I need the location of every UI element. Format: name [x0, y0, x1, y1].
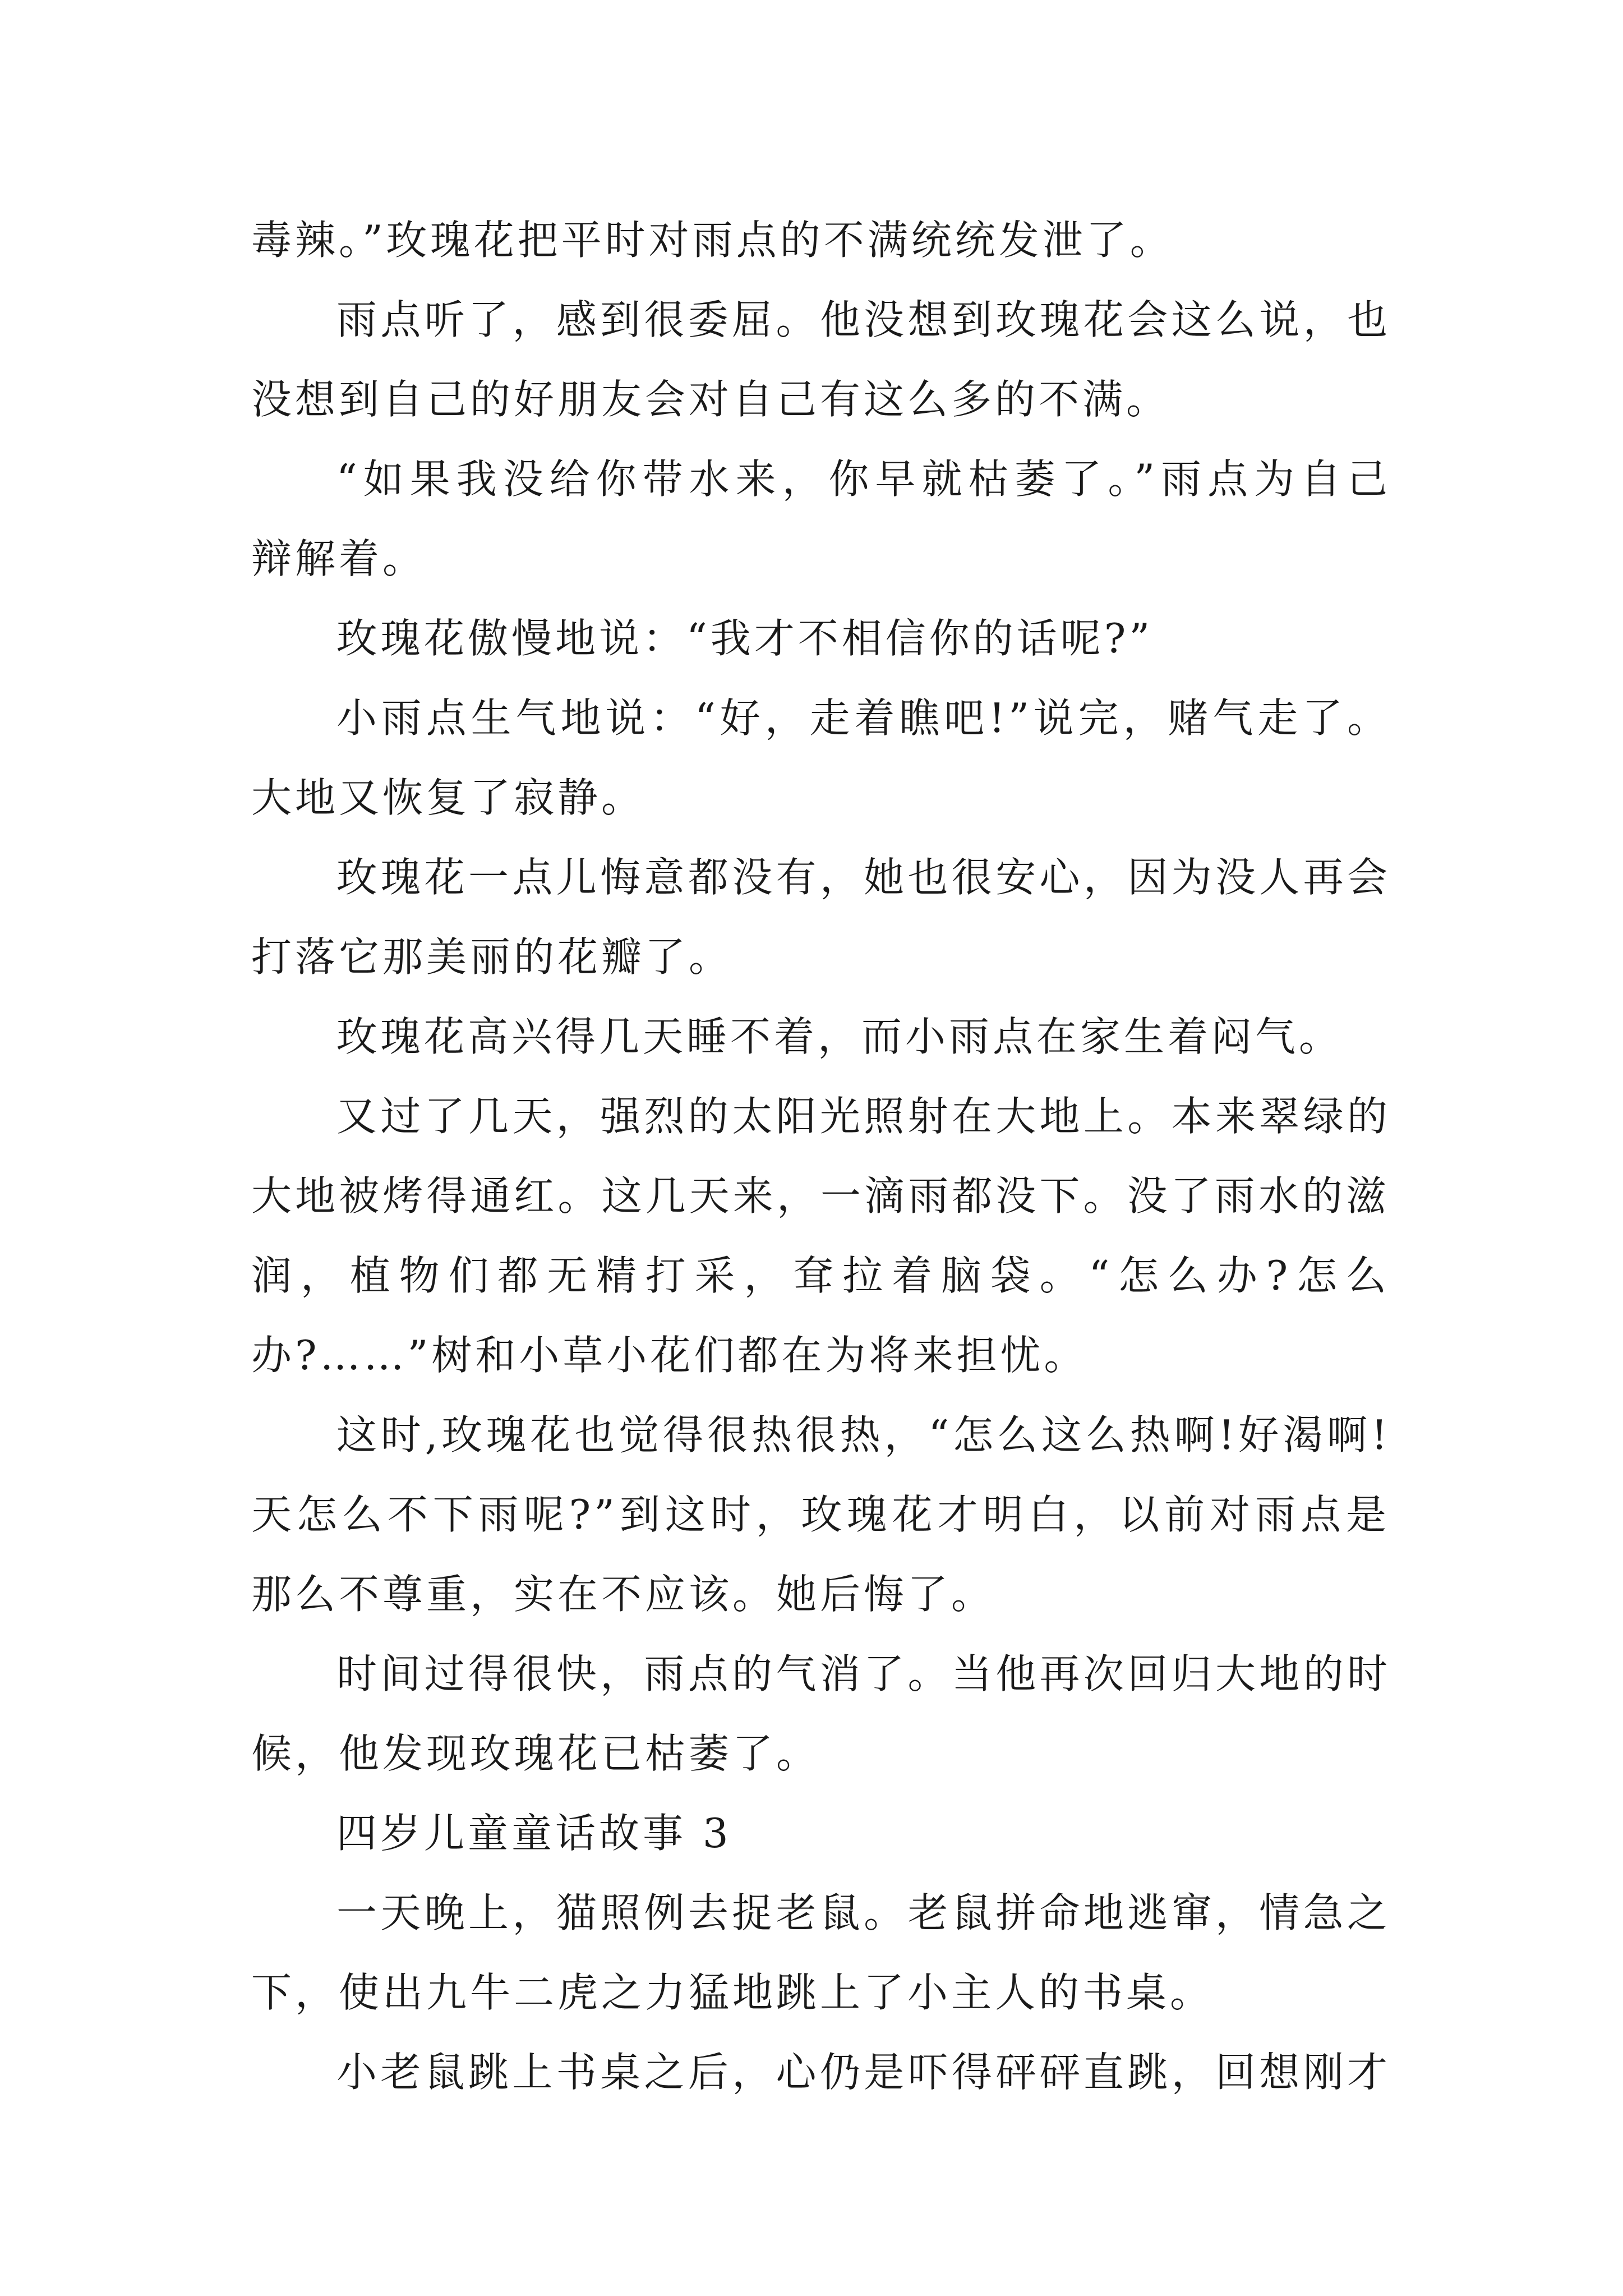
text-line-14: 润，植物们都无精打采，耷拉着脑袋。“怎么办?怎么 — [251, 1252, 1390, 1299]
text-line-3: 没想到自己的好朋友会对自己有这么多的不满。 — [251, 376, 1170, 423]
text-line-20: 候，他发现玫瑰花已枯萎了。 — [251, 1730, 820, 1777]
text-line-16: 这时,玫瑰花也觉得很热很热，“怎么这么热啊!好渴啊! — [336, 1411, 1391, 1458]
text-line-5: 辩解着。 — [251, 535, 427, 582]
text-line-4: “如果我没给你带水来，你早就枯萎了。”雨点为自己 — [336, 455, 1391, 503]
text-line-11: 玫瑰花高兴得几天睡不着，而小雨点在家生着闷气。 — [336, 1013, 1343, 1060]
text-line-10: 打落它那美丽的花瓣了。 — [251, 933, 733, 981]
text-line-23: 下，使出九牛二虎之力猛地跳上了小主人的书桌。 — [251, 1969, 1214, 2016]
text-line-15: 办?……”树和小草小花们都在为将来担忧。 — [251, 1332, 1088, 1379]
text-line-18: 那么不尊重，实在不应该。她后悔了。 — [251, 1571, 995, 1618]
section-heading: 四岁儿童童话故事 3 — [336, 1810, 732, 1857]
text-line-17: 天怎么不下雨呢?”到这时，玫瑰花才明白，以前对雨点是 — [251, 1491, 1390, 1538]
text-line-9: 玫瑰花一点儿悔意都没有，她也很安心，因为没人再会 — [336, 854, 1391, 901]
text-line-12: 又过了几天，强烈的太阳光照射在大地上。本来翠绿的 — [336, 1093, 1391, 1140]
text-line-7: 小雨点生气地说：“好，走着瞧吧!”说完，赌气走了。 — [336, 694, 1391, 742]
text-line-13: 大地被烤得通红。这几天来，一滴雨都没下。没了雨水的滋 — [251, 1172, 1390, 1220]
text-line-8: 大地又恢复了寂静。 — [251, 774, 645, 821]
text-line-2: 雨点听了，感到很委屈。他没想到玫瑰花会这么说，也 — [336, 296, 1391, 343]
text-line-6: 玫瑰花傲慢地说：“我才不相信你的话呢?” — [336, 615, 1154, 662]
text-line-22: 一天晚上，猫照例去捉老鼠。老鼠拼命地逃窜，情急之 — [336, 1889, 1391, 1936]
text-line-24: 小老鼠跳上书桌之后，心仍是吓得砰砰直跳，回想刚才 — [336, 2049, 1391, 2096]
text-line-1: 毒辣。”玫瑰花把平时对雨点的不满统统发泄了。 — [251, 217, 1174, 264]
text-line-19: 时间过得很快，雨点的气消了。当他再次回归大地的时 — [336, 1650, 1391, 1697]
